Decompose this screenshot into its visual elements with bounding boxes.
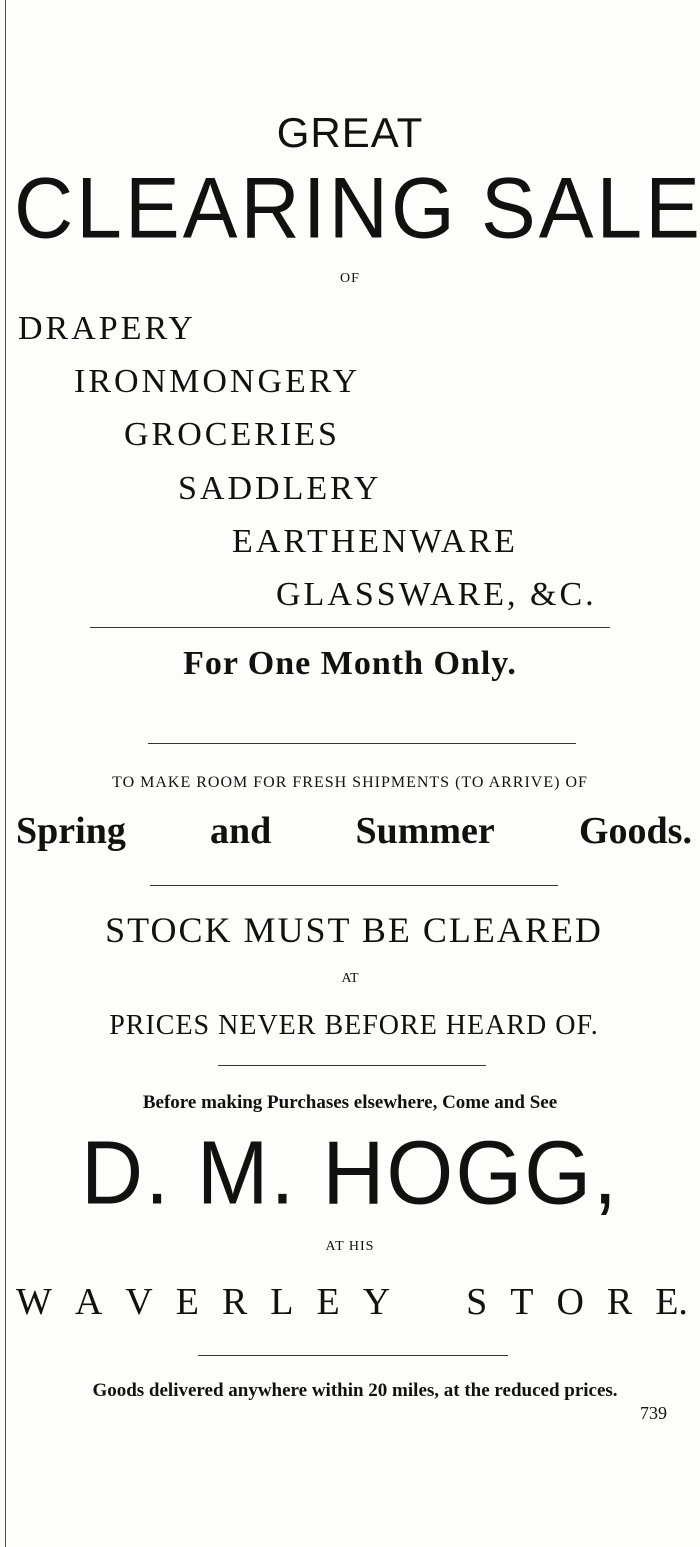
headline-letter: N: [328, 160, 388, 257]
store-letter: R: [606, 1281, 633, 1323]
divider: [150, 885, 558, 886]
stock-must-be-cleared: STOCK MUST BE CLEARED: [105, 910, 603, 950]
merchant-name: D. M. HOGG,: [81, 1122, 619, 1224]
headline-great: GREAT: [276, 109, 424, 156]
delivery-note: Goods delivered anywhere within 20 miles, at the reduced prices.: [92, 1380, 618, 1401]
headline-letter: G: [391, 160, 455, 257]
at-his: AT HIS: [325, 1239, 375, 1254]
divider: [90, 627, 610, 628]
store-letter: W: [16, 1281, 52, 1323]
store-letter: A: [74, 1281, 103, 1323]
store-letter: V: [125, 1281, 153, 1323]
headline-letter: A: [538, 160, 594, 257]
spring-word: Summer: [355, 810, 495, 852]
make-room-text: TO MAKE ROOM FOR FRESH SHIPMENTS (TO ARRIVE) OF: [112, 774, 588, 791]
spring-word: Goods.: [578, 810, 692, 852]
reference-number: 739: [640, 1403, 667, 1423]
divider: [218, 1065, 486, 1066]
headline-letter: E: [124, 160, 180, 257]
headline-letter: A: [182, 160, 238, 257]
page-border: [5, 0, 6, 1547]
headline-letter: C: [14, 160, 74, 257]
spring-summer-goods: [16, 812, 692, 850]
store-letter: L: [270, 1281, 294, 1323]
store-letter: E.: [655, 1281, 688, 1323]
item-drapery: DRAPERY: [18, 310, 196, 347]
item-ironmongery: IRONMONGERY: [74, 363, 361, 400]
item-groceries: GROCERIES: [124, 416, 340, 453]
store-letter: E: [175, 1281, 199, 1323]
stock-at: AT: [341, 971, 359, 986]
spring-word: and: [210, 810, 272, 852]
item-glassware: GLASSWARE, &C.: [276, 576, 597, 613]
headline-letter: L: [76, 160, 122, 257]
headline-clearing-sale: [14, 160, 700, 257]
store-gap: [413, 1283, 443, 1321]
store-letter: Y: [362, 1281, 391, 1323]
headline-letter: E: [645, 160, 700, 257]
headline-letter: I: [302, 160, 326, 257]
headline-letter: S: [480, 160, 536, 257]
store-letter: T: [510, 1281, 534, 1323]
divider: [198, 1355, 508, 1356]
store-letter: S: [466, 1281, 488, 1323]
headline-letter: L: [596, 160, 643, 257]
item-saddlery: SADDLERY: [178, 470, 382, 507]
store-letter: R: [221, 1281, 248, 1323]
one-month-only: For One Month Only.: [183, 645, 517, 682]
prices-never-before: PRICES NEVER BEFORE HEARD OF.: [109, 1010, 599, 1041]
before-making-purchases: Before making Purchases elsewhere, Come and See: [142, 1092, 558, 1113]
waverley-store: [16, 1283, 688, 1321]
headline-letter: R: [240, 160, 300, 257]
item-earthenware: EARTHENWARE: [232, 523, 518, 560]
divider: [148, 743, 576, 744]
spring-word: Spring: [16, 810, 126, 852]
store-letter: E: [316, 1281, 340, 1323]
store-letter: O: [556, 1281, 584, 1323]
headline-of: OF: [340, 271, 360, 286]
headline-gap: [458, 166, 478, 252]
